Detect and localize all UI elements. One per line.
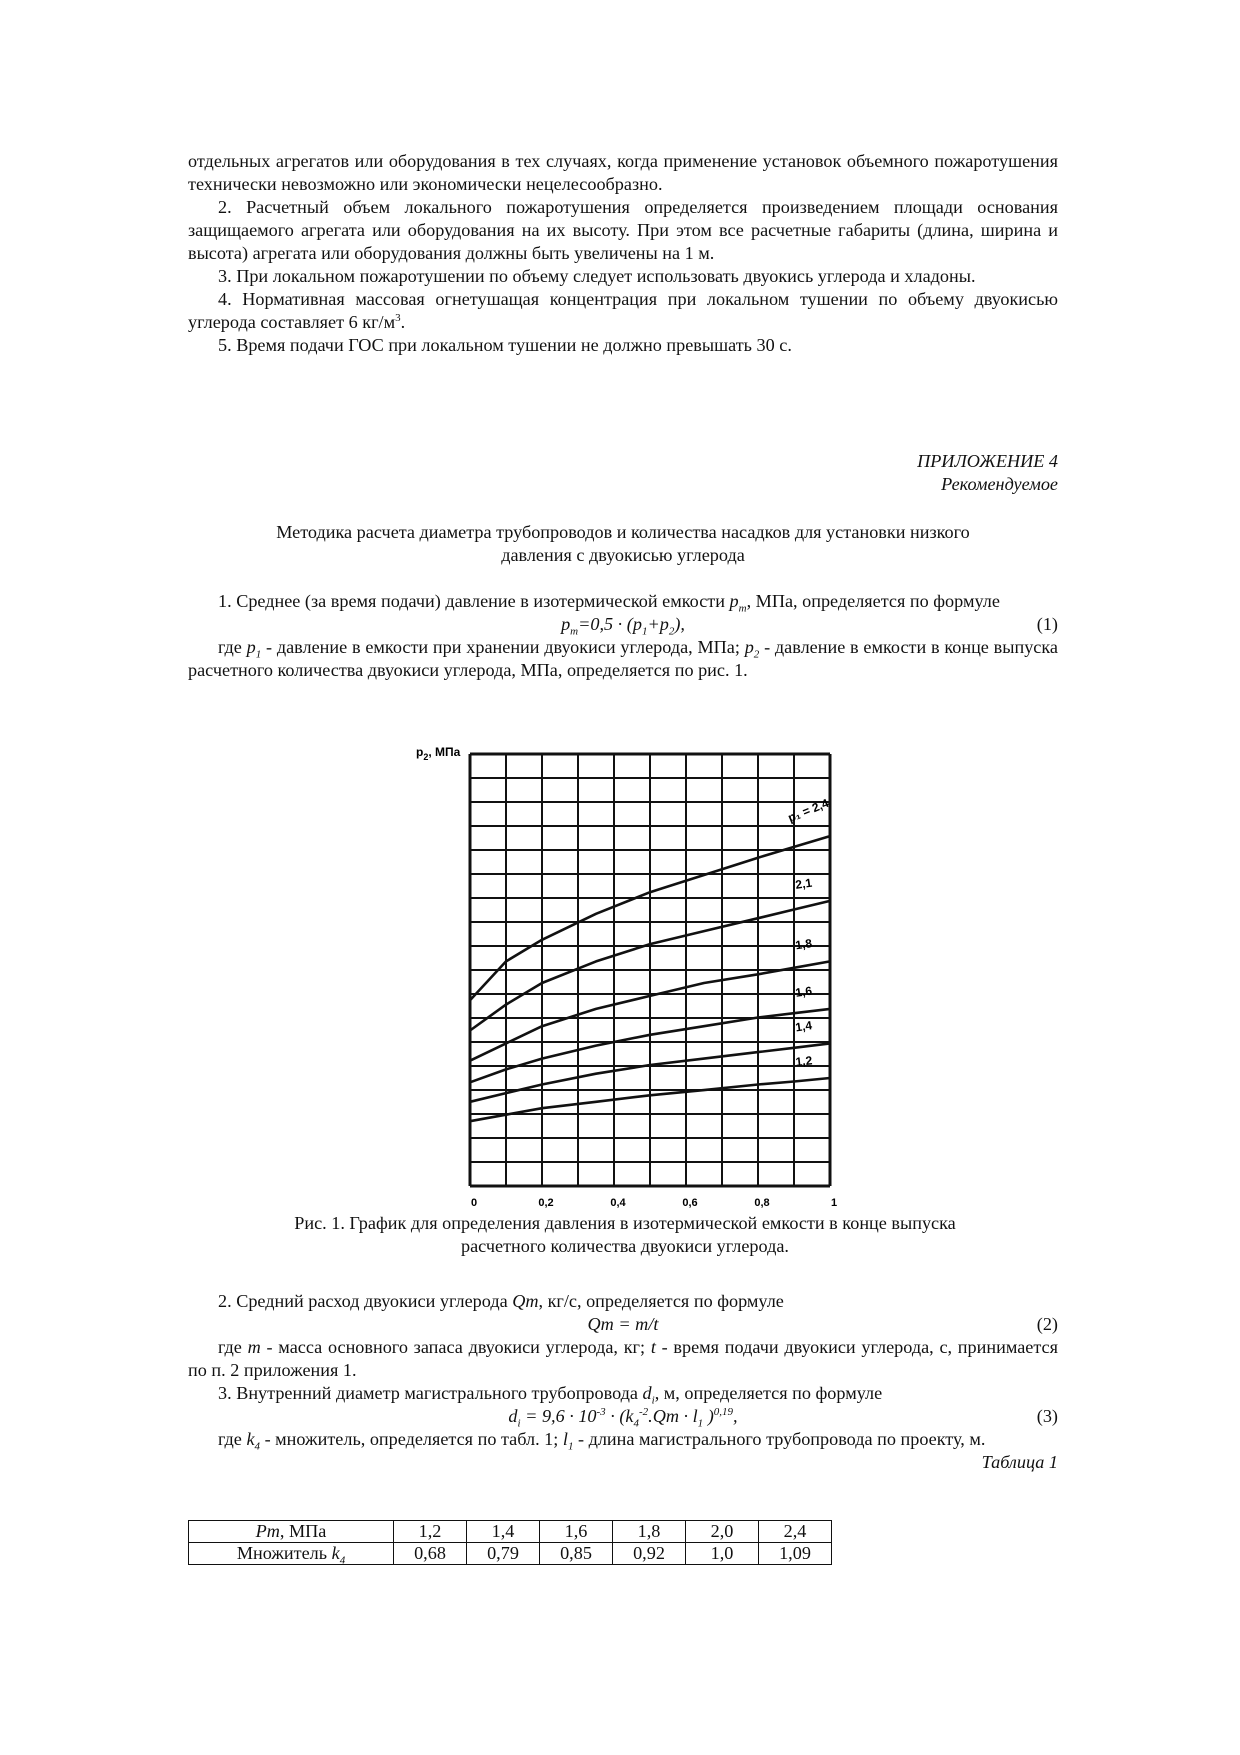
th-k-sub: 4 [339,1554,346,1567]
formula-2 [188,1313,1058,1336]
appendix-title [188,521,1058,567]
th-k-var: k [331,1543,340,1563]
x-tick-label: 0,8 [754,1197,770,1208]
f1-a: p [561,614,571,634]
section-3-where [188,1428,1058,1451]
formula-3 [188,1405,1058,1428]
f3-c: · (k [605,1406,634,1426]
formula-3-number: (3) [1036,1406,1058,1426]
x-tick-label: 0,2 [538,1197,554,1208]
s3-var-sub: i [651,1394,655,1407]
table-1-caption: Таблица 1 [981,1452,1058,1472]
table-head-pressure [189,1521,394,1543]
appendix-label: ПРИЛОЖЕНИЕ 4 [917,451,1058,471]
s1-where-p2-sub: 2 [753,648,760,661]
intro-paragraph-3: 3. При локальном пожаротушении по объему следует использовать двуокись углерода и хладоны. [218,266,976,286]
y-label-var: p [416,745,424,759]
formula-2-number: (2) [1036,1314,1058,1334]
table-head-multiplier [189,1543,394,1565]
table-cell: 0,68 [394,1543,467,1565]
section-2-intro [188,1290,1058,1313]
f3-c-sup: -2 [638,1405,649,1418]
series-label: 2,1 [794,875,813,892]
series-label: 1,2 [794,1053,813,1069]
table-cell: 0,79 [467,1543,540,1565]
table-cell: 0,92 [613,1543,686,1565]
table-cell: 0,85 [540,1543,613,1565]
section-1 [188,590,1058,682]
formula-2-expression: Qm = m/t [587,1314,659,1334]
s2-where-b: - масса основного запаса двуокиси углерода, кг; [260,1337,651,1357]
s3-var: d [642,1383,652,1403]
y-label-sub: 2 [423,752,429,762]
p4-text: 4. Нормативная массовая огнетушащая концентрация при локальном тушении по объему двуокисью углерода составляет 6 кг/м [188,289,1058,332]
formula-3-expression [188,1405,1058,1428]
f3-b-sup: -3 [596,1405,606,1418]
table-cell: 1,6 [540,1521,613,1543]
section-2-where [188,1336,1058,1382]
f3-b: = 9,6 · 10 [520,1406,597,1426]
table-cell: 1,8 [613,1521,686,1543]
table-cell: 1,09 [759,1543,832,1565]
s1-where-p1: p [246,637,256,657]
s3-where-b: - множитель, определяется по табл. 1; [260,1429,563,1449]
s3-where-c: - длина магистрального трубопровода по проекту, м. [573,1429,986,1449]
f3-c-sub: 4 [633,1417,639,1430]
table-cell: 1,0 [686,1543,759,1565]
s1-pre: 1. Среднее (за время подачи) давление в изотермической емкости [218,591,730,611]
appendix-status: Рекомендуемое [941,474,1058,494]
chart-labels [471,796,837,1208]
formula-1-number: (1) [1036,614,1058,634]
s3-where-a: где [218,1429,247,1449]
appendix-title-line-1: Методика расчета диаметра трубопроводов и количества насадков для установки низкого [276,522,970,542]
x-tick-label: 1 [830,1197,838,1208]
s3-where-l-sub: 1 [567,1440,574,1453]
f1-b: =0,5 · (p [578,614,642,634]
s2-where-c: - время подачи двуокиси углерода, с, принимается по п. 2 приложения 1. [188,1337,1058,1380]
f1-c-sub: 2 [668,625,675,638]
th-k-text: Множитель [236,1543,332,1563]
s2-post: , кг/с, определяется по формуле [538,1291,784,1311]
x-tick-label: 0,6 [682,1197,698,1208]
s1-where-b: - давление в емкости при хранении двуокиси углерода, МПа; [261,637,745,657]
series-label: 1,6 [794,983,813,1000]
s2-where-m: m [247,1337,261,1357]
y-label-unit: , МПа [428,745,461,759]
s3-where-k-sub: 4 [254,1440,261,1453]
s2-pre: 2. Средний расход двуокиси углерода [218,1291,513,1311]
formula-1-expression [188,613,1058,636]
s3-pre: 3. Внутренний диаметр магистрального трубопровода [218,1383,643,1403]
s1-where-p2: p [744,637,754,657]
table-cell: 1,4 [467,1521,540,1543]
s1-var-sub: m [738,602,747,615]
section-1-intro [188,590,1058,613]
caption-line-1: Рис. 1. График для определения давления в изотермической емкости в конце выпуска [294,1213,956,1233]
s2-where-t: t [650,1337,656,1357]
s2-var: Qm [512,1291,539,1311]
s1-where-c: - давление в емкости в конце выпуска расчетного количества двуокиси углерода, МПа, определяется по рис. 1. [188,637,1058,680]
f1-d: ), [674,614,685,634]
figure-caption [210,1212,1040,1258]
intro-paragraph-4 [188,288,1058,334]
table-row-multiplier [189,1543,832,1565]
table-row-pressure [189,1521,832,1543]
s3-where-l: l [562,1429,568,1449]
th-pm-unit: , МПа [279,1521,327,1541]
formula-1 [188,613,1058,636]
s3-where-k: k [246,1429,255,1449]
x-tick-label: 0 [470,1197,478,1208]
section-2-3 [188,1290,1058,1474]
intro-paragraph-5: 5. Время подачи ГОС при локальном тушении не должно превышать 30 с. [218,335,792,355]
intro-paragraph-continued: отдельных агрегатов или оборудования в тех случаях, когда применение установок объемного пожаротушения технически невозможно или экономически нецелесообразно. [188,151,1058,194]
table-cell: 2,0 [686,1521,759,1543]
intro-section [188,150,1058,357]
s3-post: , м, определяется по формуле [654,1383,883,1403]
th-pm-var: Pm [255,1521,280,1541]
caption-line-2: расчетного количества двуокиси углерода. [461,1236,789,1256]
series-label: p₁ = 2,4 [785,795,831,825]
s1-where-a: где [218,637,247,657]
section-1-where [188,636,1058,682]
p4-end: . [400,312,406,332]
f1-c: +p [647,614,669,634]
s1-where-p1-sub: 1 [255,648,262,661]
f3-d: .Qm · l [648,1406,698,1426]
f3-a-sub: i [517,1417,521,1430]
f1-a-sub: m [570,625,579,638]
intro-paragraph-2: 2. Расчетный объем локального пожаротушения определяется произведением площади основания защищаемого агрегата или оборудования на их высоту. При этом все расчетные габариты (длина, ширина и высота) агрегата или оборудования должны быть увеличены на 1 м. [188,197,1058,263]
section-3-intro [188,1382,1058,1405]
f3-e-sup: 0,19 [713,1405,734,1418]
series-label: 1,8 [794,936,813,953]
s1-var: p [729,591,739,611]
x-tick-label: 0,4 [610,1197,626,1208]
appendix-title-line-2: давления с двуокисью углерода [501,545,745,565]
pressure-chart [410,742,850,1208]
chart-y-axis-label [416,745,461,762]
series-label: 1,4 [794,1018,813,1035]
f3-a: d [508,1406,518,1426]
appendix-header [188,450,1058,496]
f3-e: ) [703,1406,714,1426]
s1-post: , МПа, определяется по формуле [746,591,1000,611]
f3-d-sub: 1 [697,1417,704,1430]
s2-where-a: где [218,1337,248,1357]
f1-b-sub: 1 [641,625,648,638]
f3-f: , [733,1406,738,1426]
p4-superscript: 3 [395,311,401,324]
table-cell: 2,4 [759,1521,832,1543]
table-1 [188,1520,832,1565]
table-cell: 1,2 [394,1521,467,1543]
